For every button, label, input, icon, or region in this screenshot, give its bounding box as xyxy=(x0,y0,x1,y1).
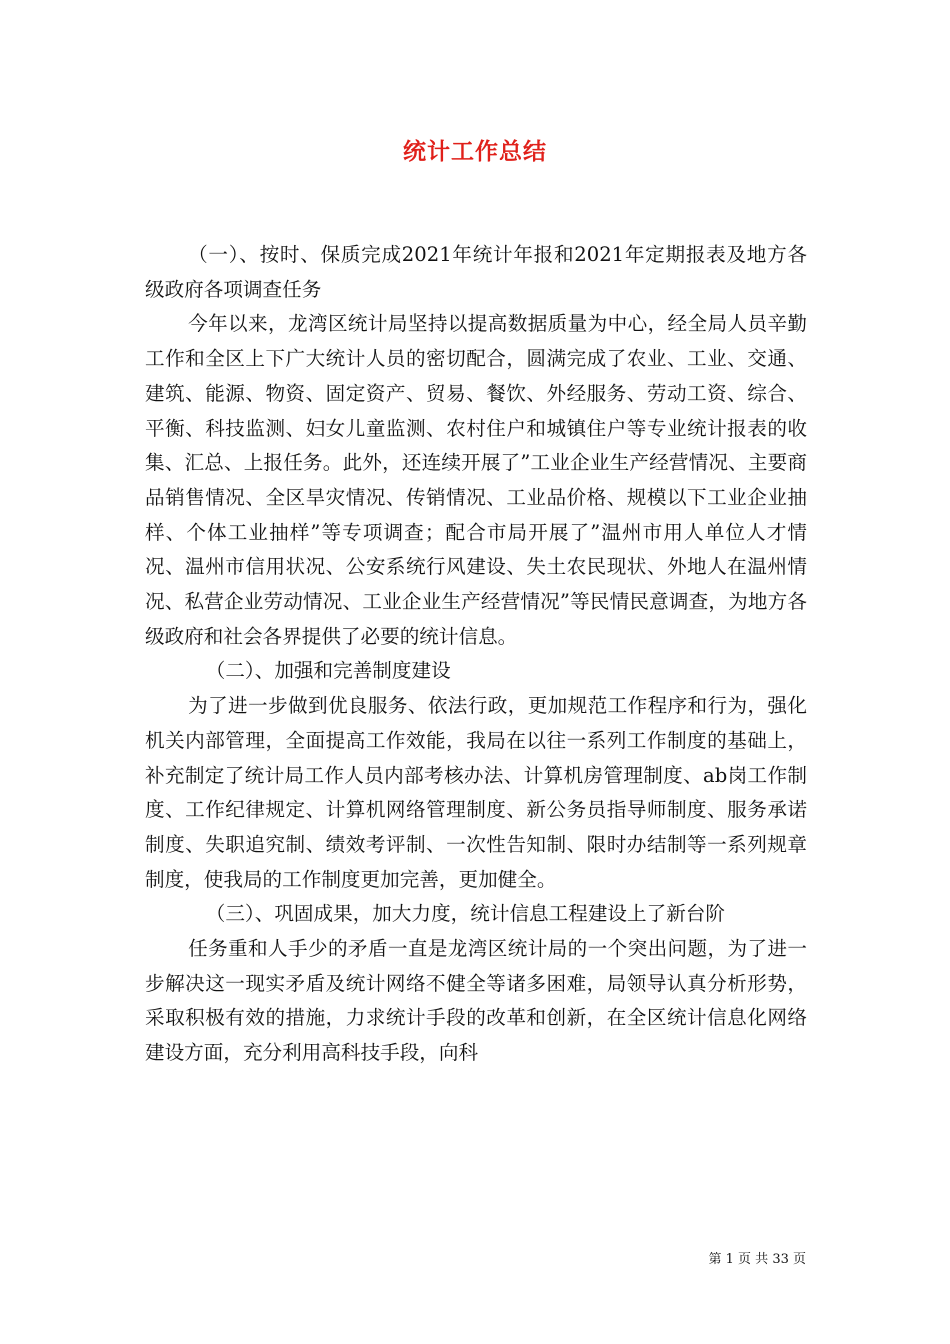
paragraph-3: 任务重和人手少的矛盾一直是龙湾区统计局的一个突出问题，为了进一步解决这一现实矛盾及统计网络不健全等诸多困难，局领导认真分析形势，采取积极有效的措施，力求统计手段的改革和创新，在全区统计信息化网络建设方面，充分利用高科技手段，向科 xyxy=(145,937,807,1065)
page-number: 第 1 页 共 33 页 xyxy=(708,1252,806,1267)
section-heading-2: （二）、加强和完善制度建设 xyxy=(205,659,451,683)
section-heading-3: （三）、巩固成果，加大力度，统计信息工程建设上了新台阶 xyxy=(205,902,725,926)
paragraph-1: 今年以来，龙湾区统计局坚持以提高数据质量为中心，经全局人员辛勤工作和全区上下广大统计人员的密切配合，圆满完成了农业、工业、交通、建筑、能源、物资、固定资产、贸易、餐饮、外经服务、劳动工资、综合、平衡、科技监测、妇女儿童监测、农村住户和城镇住户等专业统计报表的收集、汇总、上报任务。此外，还连续开展了”工业企业生产经营情况、主要商品销售情况、全区旱灾情况、传销情况、工业品价格、规模以下工业企业抽样、个体工业抽样”等专项调查；配合市局开展了”温州市用人单位人才情况、温州市信用状况、公安系统行风建设、失土农民现状、外地人在温州情况、私营企业劳动情况、工业企业生产经营情况”等民情民意调查，为地方各级政府和社会各界提供了必要的统计信息。 xyxy=(145,312,807,648)
section-heading-1: （一）、按时、保质完成2021年统计年报和2021年定期报表及地方各级政府各项调查任务 xyxy=(145,243,807,301)
document-body xyxy=(145,238,807,1071)
document-title: 统计工作总结 xyxy=(403,139,547,165)
paragraph-2: 为了进一步做到优良服务、依法行政，更加规范工作程序和行为，强化机关内部管理，全面提高工作效能，我局在以往一系列工作制度的基础上，补充制定了统计局工作人员内部考核办法、计算机房管理制度、ab岗工作制度、工作纪律规定、计算机网络管理制度、新公务员指导师制度、服务承诺制度、失职追究制、绩效考评制、一次性告知制、限时办结制等一系列规章制度，使我局的工作制度更加完善，更加健全。 xyxy=(145,694,807,891)
